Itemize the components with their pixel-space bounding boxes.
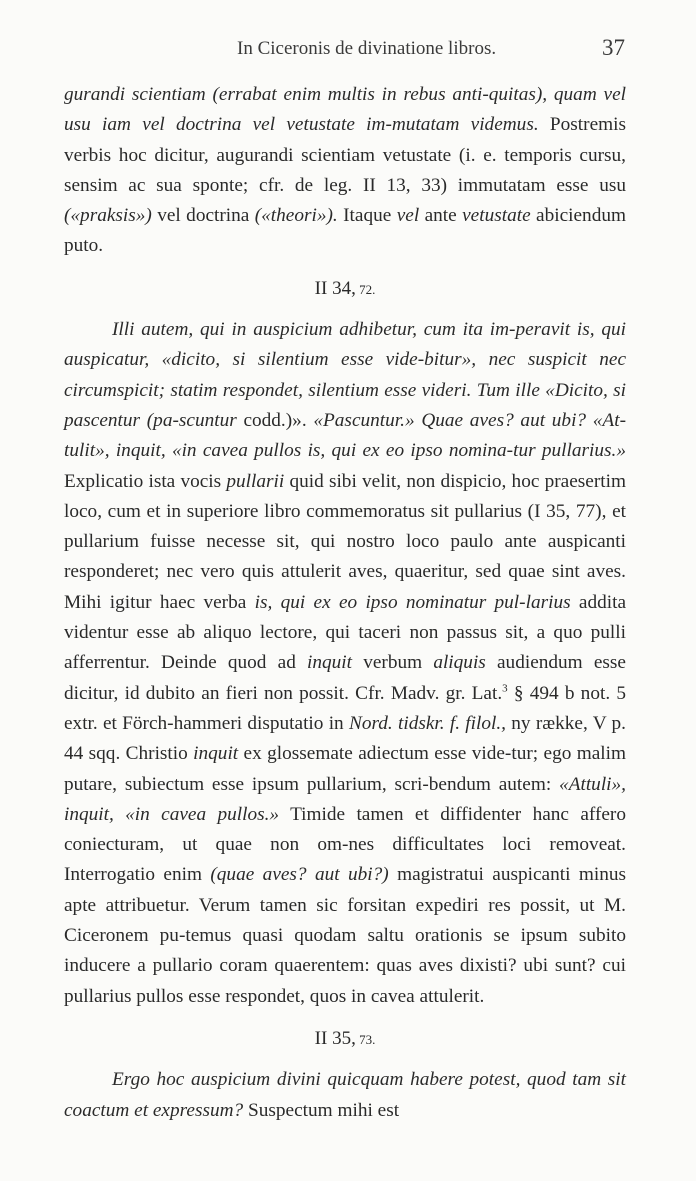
commentary-text: codd.)». [236, 409, 314, 431]
commentary-text: abiciendum puto. [64, 205, 626, 257]
greek-gloss: («theori»). [254, 205, 338, 227]
reference-small: 73. [355, 1031, 376, 1047]
quoted-text: «Attuli», inquit, «in cavea pullos.» [64, 773, 626, 825]
page-number: 37 [602, 35, 625, 60]
commentary-text: audiendum esse dicitur, id dubito an fieri non possit. Cfr. Madv. gr. Lat. [64, 652, 626, 704]
quoted-text: is, qui ex eo ipso nominatur pul-larius [254, 591, 571, 613]
quoted-text: Illi autem, qui in auspicium adhibetur, cum ita im-peravit is, qui auspicatur, «dicito, si silentium esse vide-bitur», nec suspicit nec circumspicit; statim respondet, silentium esse videri. Tum ille «Dicito, si pascentur (pa-scuntur [64, 319, 626, 431]
commentary-text: ex glossemate adiectum esse vide-tur; ego malim putare, subiectum esse ipsum pullarium, scri-bendum autem: [64, 743, 627, 795]
cited-word: inquit [193, 743, 239, 765]
quoted-text: «Pascuntur.» Quae aves? aut ubi? «At-tulit», inquit, «in cavea pullos is, qui ex eo ipso nomina-tur pullarius.» [64, 409, 626, 462]
reference-main: II 34, [314, 277, 356, 299]
journal-title: Nord. tidskr. f. filol., [348, 712, 507, 734]
cited-word: vetustate [462, 205, 531, 227]
quoted-text: Ergo hoc auspicium divini quicquam habere potest, quod tam sit coactum et expressum? [64, 1069, 626, 1121]
commentary-text: verbum [352, 652, 434, 674]
cited-word: inquit [307, 652, 353, 674]
commentary-text: addita videntur esse ab aliquo lectore, qui taceri non passus sit, a quo pulli afferrentur. Deinde quod ad [64, 591, 627, 674]
reference-small: 72. [355, 281, 376, 297]
commentary-text: vel doctrina [151, 205, 255, 227]
header-title: In Ciceronis de divinatione libros. [237, 38, 497, 59]
section-reference [64, 274, 626, 305]
commentary-text: Postremis verbis hoc dicitur, augurandi scientiam vetustate (i. e. temporis cursu, sensim ac sua sponte; cfr. de leg. II 13, 33) immutatam esse usu [64, 114, 626, 196]
reference-main: II 35, [314, 1027, 356, 1049]
paragraph-continuation [64, 80, 626, 262]
commentary-text: § 494 b not. 5 extr. et Förch-hammeri disputatio in [64, 682, 626, 734]
text-body [64, 80, 626, 1126]
paragraph [64, 315, 626, 1012]
superscript: 3 [502, 682, 508, 695]
section-reference [64, 1024, 626, 1055]
commentary-text: magistratui auspicanti minus apte attribuetur. Verum tamen sic forsitan expediri res possit, ut M. Ciceronem pu-temus quasi quodam saltu orationis se ipsum subito inducere a pullario coram quaerentem: quas aves dixisti? ubi sunt? cui pullarius pullos esse respondet, quos in cavea attulerit. [64, 864, 626, 1007]
quoted-text: gurandi scientiam (errabat enim multis in rebus anti-quitas), quam vel usu iam vel doctrina vel vetustate im-mutatam videmus. [64, 84, 626, 136]
cited-word: pullarii [226, 470, 285, 492]
cited-word: vel [396, 205, 420, 227]
commentary-text: Suspectum mihi est [243, 1099, 400, 1121]
commentary-text: Itaque [337, 205, 397, 227]
commentary-text: Explicatio ista vocis [64, 470, 227, 492]
quoted-text: (quae aves? aut ubi?) [210, 864, 389, 886]
paragraph [64, 1065, 626, 1126]
commentary-text: Timide tamen et diffidenter hanc affero coniecturam, ut quae non om-nes difficultates loci removeat. Interrogatio enim [64, 803, 626, 886]
commentary-text: ante [419, 205, 463, 227]
greek-gloss: («praksis») [64, 205, 152, 227]
cited-word: aliquis [433, 652, 486, 674]
commentary-text: ny række, V p. 44 sqq. Christio [64, 712, 626, 765]
commentary-text: quid sibi velit, non dispicio, hoc praesertim loco, cum et in superiore libro commemoratus sit pullarius (I 35, 77), et pullarium fuisse necesse sit, qui nostro loco paulo ante auspicanti responderet; nec vero quis attulerit aves, quaeritur, sed quae sint aves. Mihi igitur haec verba [64, 470, 626, 613]
